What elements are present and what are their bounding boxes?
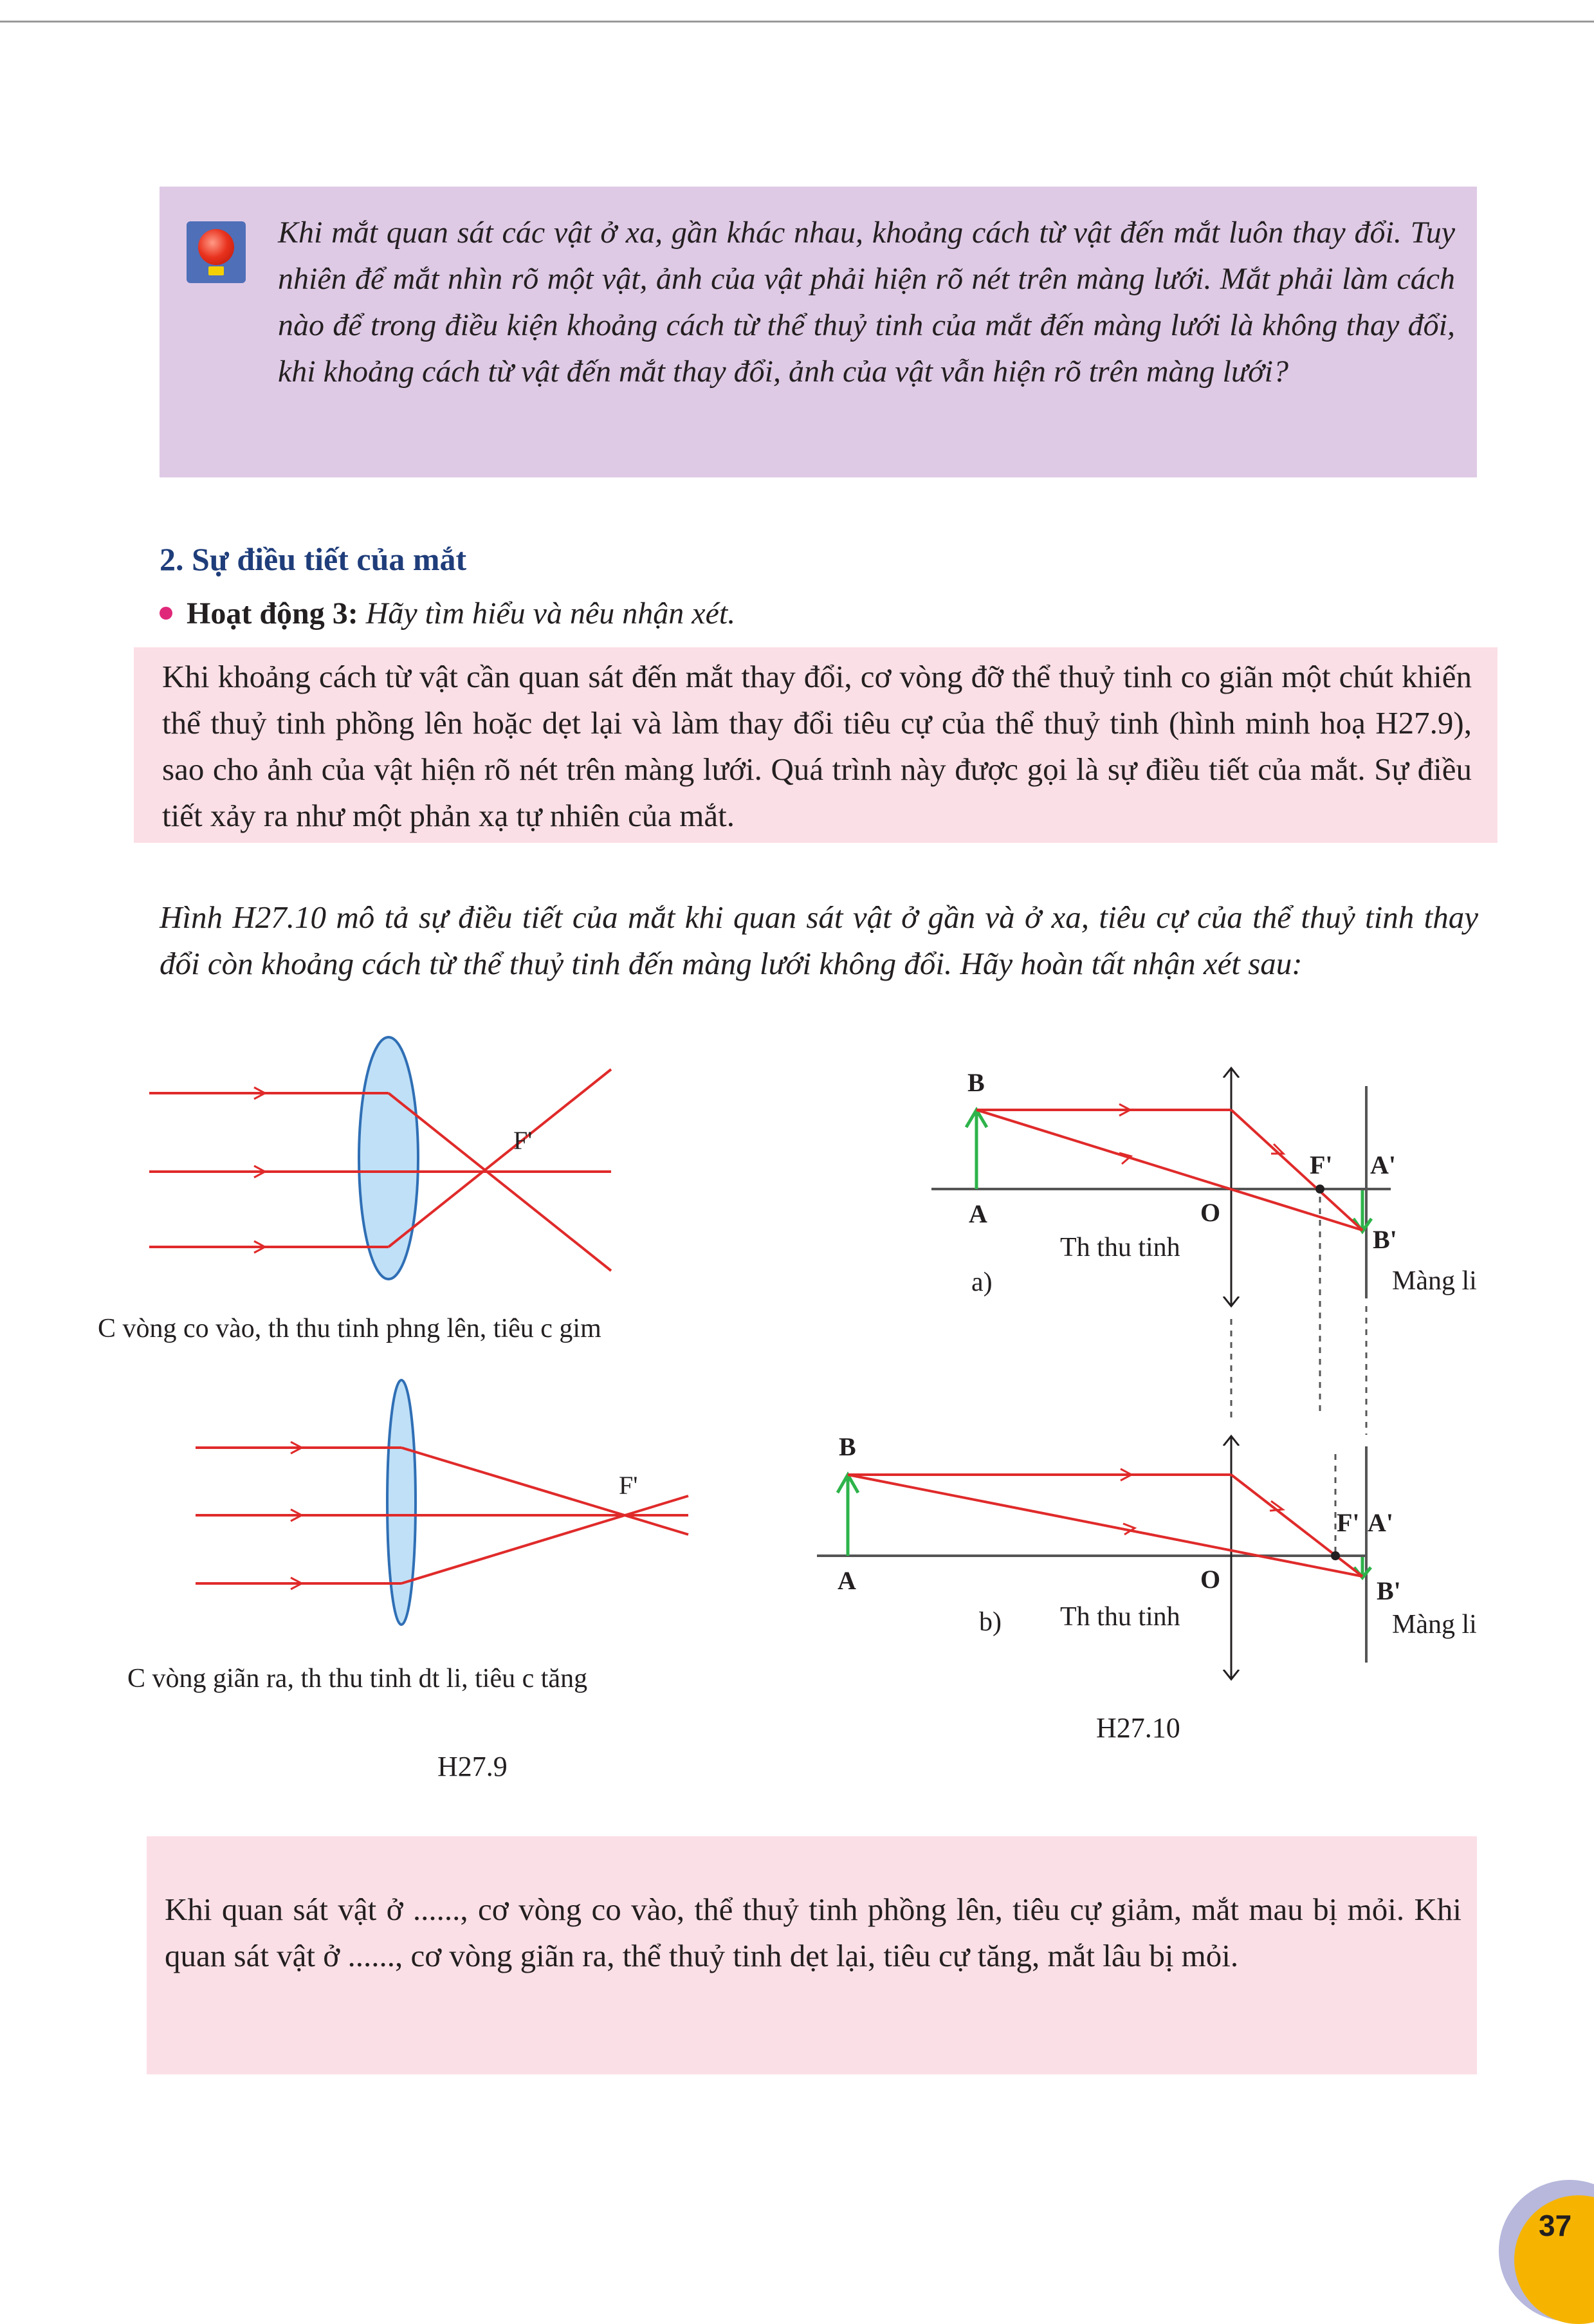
part-label: a) (971, 1268, 993, 1297)
label-a-prime: A' (1368, 1508, 1393, 1537)
label-a-prime: A' (1370, 1150, 1396, 1179)
figures (0, 1004, 1594, 1795)
lens-label: Th thu tinh (1060, 1233, 1180, 1262)
focus-label: F' (513, 1126, 533, 1155)
activity-task: Hãy tìm hiểu và nêu nhận xét. (365, 596, 736, 631)
label-b-prime: B' (1373, 1225, 1397, 1254)
part-label: b) (979, 1607, 1002, 1637)
h27-10-a-diagram (931, 1068, 1477, 1435)
info-box (134, 647, 1498, 843)
label-o: O (1200, 1565, 1221, 1594)
label-a: A (969, 1199, 987, 1228)
question-box (160, 187, 1477, 477)
instruction-text: Hình H27.10 mô tả sự điều tiết của mắt khi quan sát vật ở gần và ở xa, tiêu cự của thể thuỷ tinh thay đổi còn khoảng cách từ thể thuỷ tinh đến màng lưới không đổi. Hãy hoàn tất nhận xét sau: (160, 899, 1478, 981)
caption-top: C vòng co vào, th thu tinh phng lên, tiêu c gim (98, 1314, 601, 1343)
bullet-dot-icon (160, 607, 172, 620)
h27-10-b-diagram (817, 1432, 1477, 1679)
label-f-prime: F' (1310, 1150, 1333, 1179)
label-b-prime: B' (1377, 1576, 1401, 1605)
answer-box (147, 1836, 1477, 2074)
retina-label: Màng li (1392, 1610, 1477, 1639)
h27-9-top-diagram (149, 1037, 611, 1279)
label-o: O (1200, 1198, 1221, 1227)
page-badge (1499, 2180, 1594, 2321)
question-text: Khi mắt quan sát các vật ở xa, gần khác nhau, khoảng cách từ vật đến mắt luôn thay đổi. Tuy nhiên để mắt nhìn rõ một vật, ảnh của vật phải hiện rõ nét trên màng lưới. Mắt phải làm cách nào để trong điều kiện khoảng cách từ thể thuỷ tinh của mắt đến màng lưới là không thay đổi, khi khoảng cách từ vật đến mắt thay đổi, ảnh của vật vẫn hiện rõ trên màng lưới? (278, 216, 1455, 389)
section-heading: 2. Sự điều tiết của mắt (160, 541, 467, 577)
label-b: B (839, 1432, 856, 1461)
lightbulb-icon (187, 221, 246, 283)
label-f-prime: F' (1337, 1508, 1360, 1537)
activity-line (160, 595, 735, 633)
page-number: 37 (1539, 2209, 1572, 2242)
h27-9-bottom-diagram (196, 1380, 688, 1625)
top-rule (0, 21, 1594, 23)
lens-label: Th thu tinh (1060, 1602, 1180, 1632)
lens-thin-shape (387, 1380, 416, 1625)
info-text: Khi khoảng cách từ vật cần quan sát đến mắt thay đổi, cơ vòng đỡ thể thuỷ tinh co giãn một chút khiến thể thuỷ tinh phồng lên hoặc dẹt lại và làm thay đổi tiêu cự của thể thuỷ tinh (hình minh hoạ H27.9), sao cho ảnh của vật hiện rõ nét trên màng lưới. Quá trình này được gọi là sự điều tiết của mắt. Sự điều tiết xảy ra như một phản xạ tự nhiên của mắt. (162, 659, 1472, 833)
caption-bottom: C vòng giãn ra, th thu tinh dt li, tiêu c tăng (127, 1664, 588, 1693)
figure-title-h27-10: H27.10 (1096, 1712, 1180, 1744)
focus-label: F' (619, 1471, 638, 1500)
label-b: B (967, 1068, 985, 1097)
figure-title-h27-9: H27.9 (437, 1751, 508, 1782)
activity-label: Hoạt động 3: (187, 596, 358, 631)
label-a: A (838, 1566, 856, 1595)
answer-text: Khi quan sát vật ở ......, cơ vòng co vào, thể thuỷ tinh phồng lên, tiêu cự giảm, mắt mau bị mỏi. Khi quan sát vật ở ......, cơ vòng giãn ra, thể thuỷ tinh dẹt lại, tiêu cự tăng, mắt lâu bị mỏi. (165, 1892, 1461, 1973)
lens-thick-shape (359, 1037, 418, 1279)
retina-label: Màng li (1392, 1266, 1477, 1296)
